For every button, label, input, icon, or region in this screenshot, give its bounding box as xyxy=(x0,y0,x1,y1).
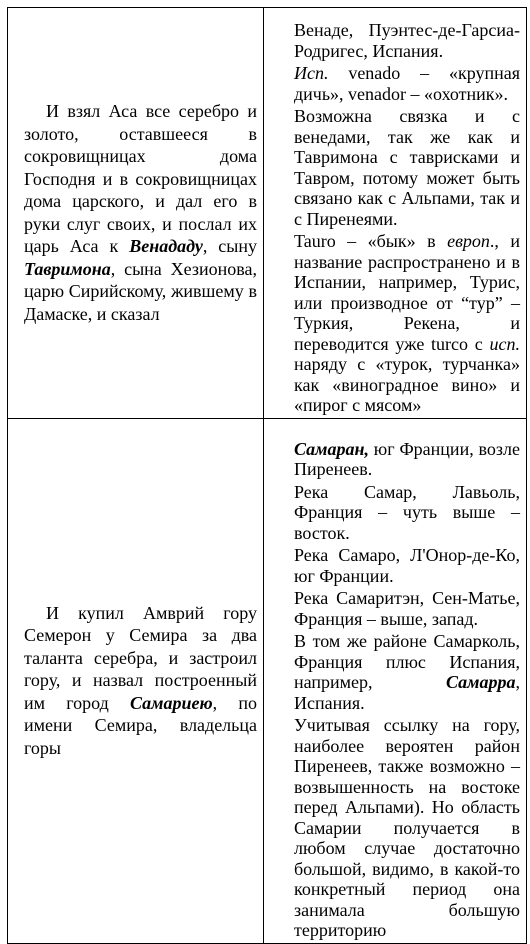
text-run: , сына Хезионова, царю Сирийскому, жившему в Дамаске, и сказал xyxy=(24,258,257,324)
emphasized-term: европ xyxy=(447,231,490,251)
commentary-paragraph xyxy=(294,482,520,544)
commentary-paragraph xyxy=(294,545,520,586)
quote-paragraph xyxy=(24,602,257,760)
commentary-paragraph xyxy=(294,631,520,713)
text-run: Река Самаритэн, Сен-Матье, Франция – выше, запад. xyxy=(294,588,520,629)
text-run: ., и название распространено и в Испании, например, Турис, или производное от “тур” – Туркия, Рекена, и переводится уже turco с xyxy=(294,231,521,354)
emphasized-term: Самарра xyxy=(446,672,516,692)
text-run: Возможна связка и с венедами, так же как и Тавримона с таврисками и Тавром, потому может быть связано как с Альпами, так и с Пиренеями. xyxy=(294,106,520,229)
commentary-paragraph xyxy=(294,231,520,416)
commentary-text xyxy=(264,419,526,941)
commentary-paragraph xyxy=(294,439,520,480)
commentary-paragraph xyxy=(294,20,520,61)
quote-text xyxy=(24,100,257,325)
text-run: И купил Амврий гору Семерон у Семира за два таланта серебра, и застроил гору, и назвал построенный им город xyxy=(24,602,257,713)
quote-paragraph xyxy=(24,100,257,325)
emphasized-term: Тавримона xyxy=(24,258,111,279)
commentary-text xyxy=(264,8,526,416)
commentary-paragraph xyxy=(294,63,520,104)
text-run: venado – «крупная дичь», venador – «охотник». xyxy=(294,63,520,104)
quote-text xyxy=(24,602,257,760)
commentary-paragraph xyxy=(294,588,520,629)
emphasized-term: исп. xyxy=(489,333,520,354)
emphasized-term: Самаран, xyxy=(294,438,369,459)
text-run: Учитывая ссылку на гору, наиболее вероятен район Пиренеев, также возможно – возвышенность на востоке перед Альпами). Но область Самарии получается в любом случае достаточно большой, видимо, в какой-то конкретный период она занимала большую территорию xyxy=(294,715,520,940)
table-row xyxy=(8,8,527,419)
text-run: наряду с «турок, турчанка» как «виноградное вино» и «пирог с мясом» xyxy=(294,354,520,415)
commentary-cell xyxy=(264,8,527,419)
text-run: юг Франции, возле Пиренеев. xyxy=(294,438,520,479)
text-run: В том же районе Самарколь, Франция плюс Испания, например, xyxy=(294,631,520,692)
comparison-table xyxy=(7,7,527,944)
text-run: Tauro – «бык» в xyxy=(294,231,448,251)
quote-cell xyxy=(8,8,264,419)
text-run: , сыну xyxy=(202,236,258,257)
text-run: , Испания. xyxy=(294,672,520,713)
emphasized-term: Самариею xyxy=(130,692,213,713)
emphasized-term: Исп. xyxy=(294,63,329,83)
text-run: Венаде, Пуэнтес-де-Гарсиа-Родригес, Испания. xyxy=(294,20,520,61)
text-run: Река Самаро, Л'Онор-де-Ко, юг Франции. xyxy=(294,545,520,586)
emphasized-term: Венададу xyxy=(129,236,203,257)
commentary-cell xyxy=(264,418,527,943)
table-row xyxy=(8,418,527,943)
text-run: Река Самар, Лавьоль, Франция – чуть выше – восток. xyxy=(294,481,520,543)
commentary-paragraph xyxy=(294,715,520,941)
text-run: И взял Аса все серебро и золото, оставшееся в сокровищницах дома Господня и в сокровищницах дома царского, и дал его в руки слуг своих, и послал их царь Аса к xyxy=(24,101,257,257)
text-run: , по имени Семира, владельца горы xyxy=(24,692,257,758)
quote-cell xyxy=(8,418,264,943)
commentary-paragraph xyxy=(294,106,520,229)
